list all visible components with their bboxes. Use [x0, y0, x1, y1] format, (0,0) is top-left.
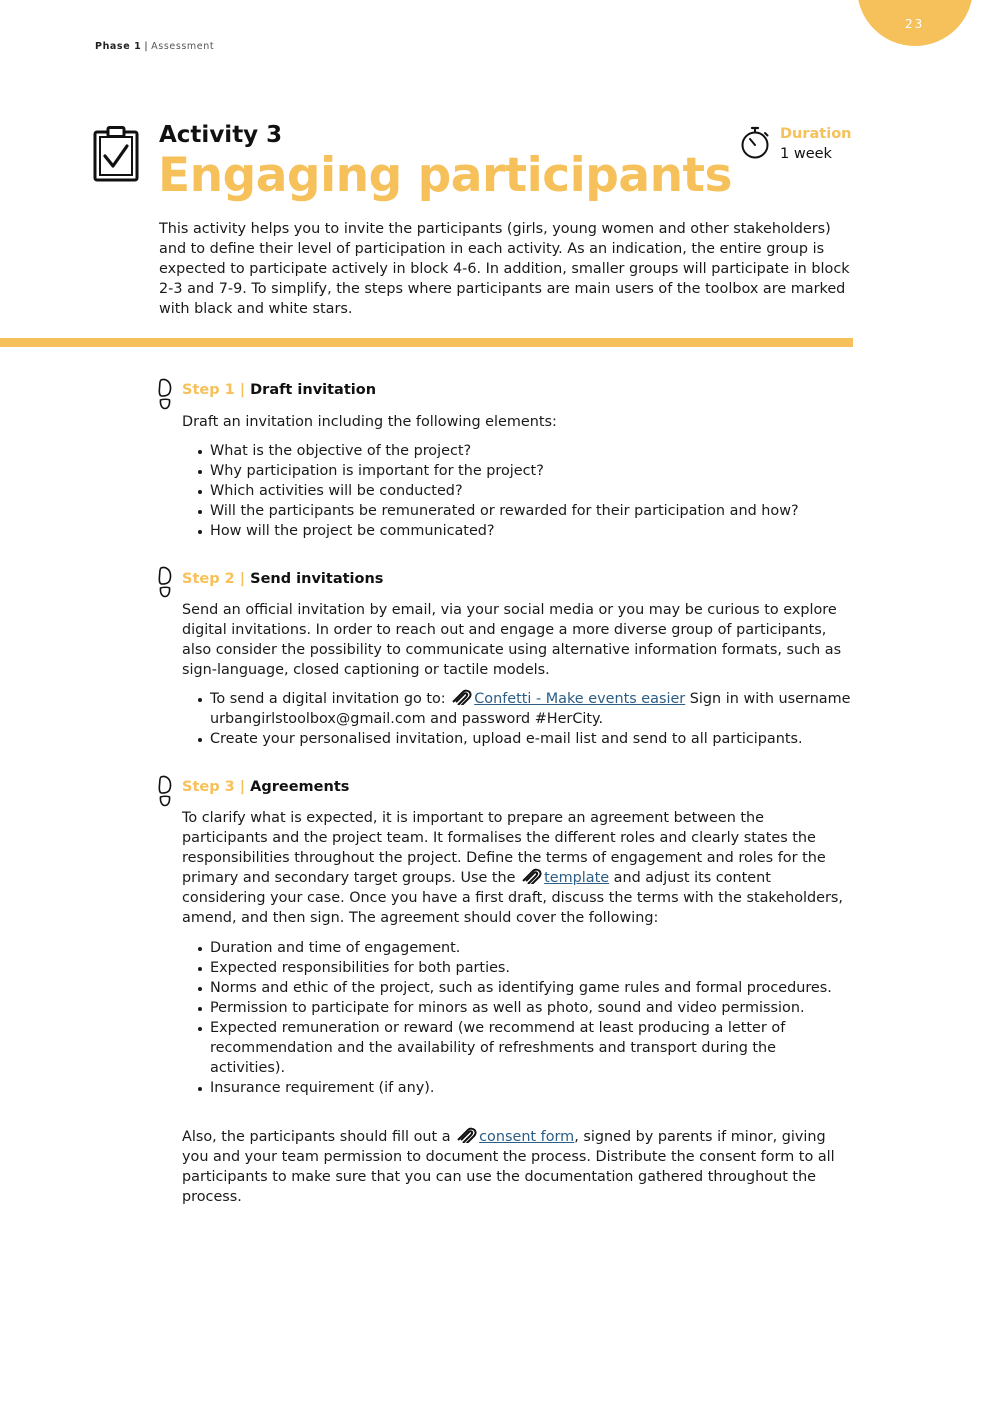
clipboard-check-icon — [93, 126, 139, 182]
footprint-icon — [157, 566, 175, 598]
list-item-text: Sign in with username urbangirlstoolbox@gmail.com and password #HerCity. — [210, 691, 851, 727]
list-item: Which activities will be conducted? — [182, 481, 854, 501]
list-item: Insurance requirement (if any). — [182, 1078, 854, 1098]
step-3-intro — [182, 808, 854, 928]
consent-form-link[interactable]: consent form — [479, 1129, 575, 1145]
step-2-title: Send invitations — [250, 571, 384, 587]
activity-label: Activity 3 — [159, 122, 283, 148]
step-2-list — [182, 689, 854, 749]
paperclip-icon — [450, 689, 472, 705]
list-item: Duration and time of engagement. — [182, 938, 854, 958]
breadcrumb-separator: | — [144, 41, 149, 52]
breadcrumb-phase: Phase 1 — [95, 41, 142, 52]
confetti-link[interactable]: Confetti - Make events easier — [474, 691, 686, 707]
list-item: Expected remuneration or reward (we recommend at least producing a letter of recommendation and the availability of refreshments and transport during the activities). — [182, 1018, 854, 1078]
breadcrumb — [95, 41, 214, 52]
section-divider — [0, 338, 853, 347]
template-link[interactable]: template — [544, 870, 610, 886]
page-title: Engaging participants — [158, 148, 732, 203]
breadcrumb-section: Assessment — [151, 41, 215, 52]
paperclip-icon — [520, 868, 542, 884]
step-2-label: Step 2 | — [182, 571, 246, 587]
list-item: Create your personalised invitation, upload e-mail list and send to all participants. — [182, 729, 854, 749]
list-item-text: To send a digital invitation go to: — [210, 691, 451, 707]
step-1-intro: Draft an invitation including the following elements: — [182, 414, 557, 430]
list-item: What is the objective of the project? — [182, 441, 854, 461]
list-item: Norms and ethic of the project, such as identifying game rules and formal procedures. — [182, 978, 854, 998]
paperclip-icon — [455, 1127, 477, 1143]
page-number: 23 — [905, 17, 925, 31]
list-item — [182, 689, 854, 729]
footprint-icon — [157, 775, 175, 807]
step-3-closing — [182, 1127, 854, 1207]
footprint-icon — [157, 378, 175, 410]
activity-intro: This activity helps you to invite the participants (girls, young women and other stakeholders) and to define their level of participation in each activity. As an indication, the entire group is expected to participate actively in block 4-6. In addition, smaller groups will participate in block 2-3 and 7-9. To simplify, the steps where participants are main users of the toolbox are marked with black and white stars. — [159, 221, 850, 317]
step-2-intro: Send an official invitation by email, via your social media or you may be curious to explore digital invitations. In order to reach out and engage a more diverse group of participants, also consider the possibility to communicate using alternative information formats, such as sign-language, closed captioning or tactile models. — [182, 602, 842, 678]
stopwatch-icon — [740, 126, 772, 160]
list-item: Why participation is important for the project? — [182, 461, 854, 481]
duration-label: Duration — [780, 126, 852, 142]
list-item: Permission to participate for minors as well as photo, sound and video permission. — [182, 998, 854, 1018]
step-3-closing-text: Also, the participants should fill out a — [182, 1129, 456, 1145]
step-3-title: Agreements — [250, 779, 350, 795]
step-3-intro-text: To clarify what is expected, it is important to prepare an agreement between the participants and the project team. It formalises the different roles and clearly states the responsibilities throughout the project. Define the terms of engagement and roles for the primary and secondary target groups. Use the — [182, 810, 826, 886]
step-3-closing-text: , signed by parents if minor, giving you and your team permission to document the process. Distribute the consent form to all participants to make sure that you can use the documentation gathered throughout the process. — [182, 1129, 835, 1205]
step-3-list — [182, 938, 854, 1098]
step-1-title: Draft invitation — [250, 382, 377, 398]
duration-value: 1 week — [780, 146, 832, 162]
step-1-label: Step 1 | — [182, 382, 246, 398]
list-item: Expected responsibilities for both parties. — [182, 958, 854, 978]
step-1-heading — [182, 382, 376, 398]
step-3-label: Step 3 | — [182, 779, 246, 795]
step-3-intro-text: and adjust its content considering your case. Once you have a first draft, discuss the terms with the stakeholders, amend, and then sign. The agreement should cover the following: — [182, 870, 843, 926]
list-item: Will the participants be remunerated or rewarded for their participation and how? — [182, 501, 854, 521]
list-item: How will the project be communicated? — [182, 521, 854, 541]
step-2-heading — [182, 571, 383, 587]
step-1-list — [182, 441, 854, 541]
step-3-heading — [182, 779, 349, 795]
